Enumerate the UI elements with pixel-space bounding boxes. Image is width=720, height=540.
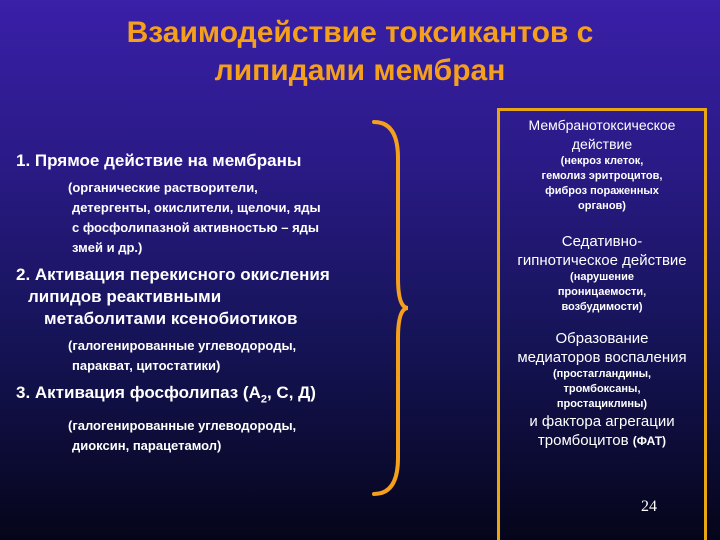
page-number: 24 <box>641 498 657 515</box>
effect1-heading-2: действие <box>571 136 633 152</box>
effect2-detail-2: проницаемости, <box>557 286 647 298</box>
item3-detail-2: диоксин, парацетамол) <box>72 438 222 454</box>
effect3-tail-abbr: (ФАТ) <box>632 434 667 448</box>
effects-panel <box>497 108 707 540</box>
effect2-detail-1: (нарушение <box>570 271 634 283</box>
effect3-detail-2: тромбоксаны, <box>563 383 641 395</box>
effect3-detail-3: простациклины) <box>556 398 648 410</box>
item1-detail-3: с фосфолипазной активностью – яды <box>72 220 320 235</box>
item3-detail-1: (галогенированные углеводороды, <box>68 418 297 434</box>
curly-brace-icon <box>370 118 410 498</box>
item2-heading-line2: липидов реактивными <box>28 287 222 306</box>
slide-title-line1: Взаимодействие токсикантов с <box>126 16 594 49</box>
item1-heading: 1. Прямое действие на мембраны <box>16 151 302 170</box>
effect3-tail-1: и фактора агрегации <box>529 413 675 430</box>
effect3-detail-1: (простагландины, <box>552 368 652 380</box>
effect1-heading-1: Мембранотоксическое <box>528 117 676 133</box>
item2-detail-1: (галогенированные углеводороды, <box>68 338 297 353</box>
effect3-tail-2 <box>500 431 704 451</box>
item3-heading-suffix: , С, Д) <box>266 383 316 402</box>
slide-title-line2: липидами мембран <box>214 54 506 87</box>
effect2-heading-1: Седативно- <box>561 233 643 250</box>
effect1-detail-4: органов) <box>578 200 626 212</box>
mechanisms-list <box>16 150 396 456</box>
item3-heading-prefix: 3. Активация фосфолипаз (А <box>16 383 261 402</box>
item1-detail-2: детергенты, окислители, щелочи, яды <box>72 200 321 215</box>
item2-heading-line3: метаболитами ксенобиотиков <box>44 309 298 328</box>
effect1-detail-1: (некроз клеток, <box>560 155 644 167</box>
item2-detail-2: паракват, цитостатики) <box>72 358 221 373</box>
item3-heading <box>16 382 396 410</box>
effect3-heading-1: Образование <box>555 330 649 347</box>
item1-detail-1: (органические растворители, <box>68 180 258 195</box>
effect3-heading-2: медиаторов воспаления <box>517 349 687 366</box>
effect3-tail-2-text: тромбоцитов <box>537 432 629 449</box>
item2-heading-line1: 2. Активация перекисного окисления <box>16 265 330 284</box>
effect2-detail-3: возбудимости) <box>561 301 643 313</box>
slide-title <box>60 14 660 90</box>
item3-heading-subscript: 2 <box>260 393 267 406</box>
effect1-detail-3: фиброз пораженных <box>545 185 659 197</box>
item1-detail-4: змей и др.) <box>72 240 143 255</box>
effect1-detail-2: гемолиз эритроцитов, <box>541 170 663 182</box>
effect2-heading-2: гипнотическое действие <box>517 252 687 269</box>
